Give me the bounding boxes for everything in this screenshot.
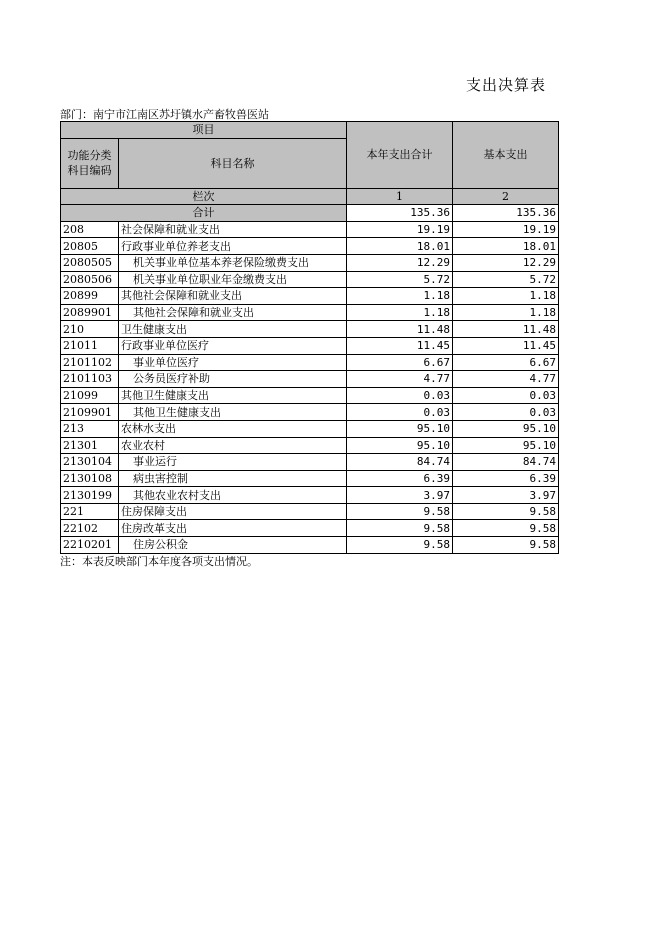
- row-subject-name: 住房公积金: [119, 537, 347, 554]
- row-subject-name: 住房改革支出: [119, 520, 347, 537]
- header-func-code: [61, 138, 119, 188]
- row-basic-amount: 18.01: [453, 238, 559, 255]
- report-title: 支出决算表: [466, 76, 547, 94]
- row-code: 21301: [61, 437, 119, 454]
- header-subject-name: 科目名称: [119, 138, 347, 188]
- row-code: 2210201: [61, 537, 119, 554]
- row-subject-name: 事业运行: [119, 454, 347, 471]
- row-total-amount: 11.48: [347, 321, 453, 338]
- row-total-amount: 9.58: [347, 503, 453, 520]
- row-basic-amount: 12.29: [453, 254, 559, 271]
- row-basic-amount: 11.48: [453, 321, 559, 338]
- table-row: [61, 371, 559, 388]
- table-row: [61, 420, 559, 437]
- row-total-amount: 9.58: [347, 537, 453, 554]
- row-total-amount: 18.01: [347, 238, 453, 255]
- row-subject-name: 住房保障支出: [119, 503, 347, 520]
- row-basic-amount: 19.19: [453, 221, 559, 238]
- row-basic-amount: 3.97: [453, 487, 559, 504]
- table-row: [61, 304, 559, 321]
- row-subject-name: 机关事业单位基本养老保险缴费支出: [119, 254, 347, 271]
- row-subject-name: 病虫害控制: [119, 470, 347, 487]
- row-basic-amount: 9.58: [453, 503, 559, 520]
- table-row: [61, 404, 559, 421]
- row-code: 2089901: [61, 304, 119, 321]
- row-total-amount: 11.45: [347, 337, 453, 354]
- total-label: 合计: [61, 205, 347, 222]
- table-row: [61, 221, 559, 238]
- header-col-total: 本年支出合计: [347, 122, 453, 189]
- row-code: 2130108: [61, 470, 119, 487]
- row-total-amount: 84.74: [347, 454, 453, 471]
- department-label: 部门：南宁市江南区苏圩镇水产畜牧兽医站: [60, 108, 269, 121]
- row-code: 2101103: [61, 371, 119, 388]
- table-row: [61, 537, 559, 554]
- table-row: [61, 454, 559, 471]
- row-code: 21099: [61, 387, 119, 404]
- row-basic-amount: 95.10: [453, 420, 559, 437]
- row-code: 208: [61, 221, 119, 238]
- row-basic-amount: 6.39: [453, 470, 559, 487]
- total-row: [61, 205, 559, 222]
- row-basic-amount: 9.58: [453, 520, 559, 537]
- row-basic-amount: 1.18: [453, 304, 559, 321]
- header-row-label: 栏次: [61, 188, 347, 205]
- row-total-amount: 95.10: [347, 437, 453, 454]
- row-code: 20899: [61, 288, 119, 305]
- row-subject-name: 社会保障和就业支出: [119, 221, 347, 238]
- row-code: 2130199: [61, 487, 119, 504]
- row-subject-name: 其他社会保障和就业支出: [119, 304, 347, 321]
- row-subject-name: 其他卫生健康支出: [119, 387, 347, 404]
- table-footnote: 注：本表反映部门本年度各项支出情况。: [60, 555, 258, 568]
- row-code: 221: [61, 503, 119, 520]
- row-subject-name: 公务员医疗补助: [119, 371, 347, 388]
- row-basic-amount: 95.10: [453, 437, 559, 454]
- row-basic-amount: 1.18: [453, 288, 559, 305]
- row-subject-name: 行政事业单位养老支出: [119, 238, 347, 255]
- header-item: 项目: [61, 122, 347, 139]
- row-total-amount: 1.18: [347, 288, 453, 305]
- table-row: [61, 487, 559, 504]
- row-total-amount: 5.72: [347, 271, 453, 288]
- row-code: 20805: [61, 238, 119, 255]
- header-func-code-text: 功能分类 科目编码: [67, 149, 112, 178]
- header-col2-no: 2: [453, 188, 559, 205]
- table-row: [61, 354, 559, 371]
- header-col-basic: 基本支出: [453, 122, 559, 189]
- table-row: [61, 437, 559, 454]
- table-row: [61, 271, 559, 288]
- row-basic-amount: 0.03: [453, 387, 559, 404]
- row-code: 21011: [61, 337, 119, 354]
- row-subject-name: 其他农业农村支出: [119, 487, 347, 504]
- row-code: 2080506: [61, 271, 119, 288]
- row-total-amount: 9.58: [347, 520, 453, 537]
- row-basic-amount: 84.74: [453, 454, 559, 471]
- row-code: 2130104: [61, 454, 119, 471]
- row-total-amount: 6.39: [347, 470, 453, 487]
- table-row: [61, 520, 559, 537]
- table-row: [61, 387, 559, 404]
- table-row: [61, 503, 559, 520]
- row-total-amount: 1.18: [347, 304, 453, 321]
- table-row: [61, 337, 559, 354]
- row-total-amount: 0.03: [347, 404, 453, 421]
- row-subject-name: 其他卫生健康支出: [119, 404, 347, 421]
- row-subject-name: 农林水支出: [119, 420, 347, 437]
- row-basic-amount: 5.72: [453, 271, 559, 288]
- row-basic-amount: 9.58: [453, 537, 559, 554]
- row-subject-name: 行政事业单位医疗: [119, 337, 347, 354]
- row-basic-amount: 0.03: [453, 404, 559, 421]
- row-total-amount: 6.67: [347, 354, 453, 371]
- row-code: 2101102: [61, 354, 119, 371]
- row-code: 22102: [61, 520, 119, 537]
- table-row: [61, 254, 559, 271]
- row-subject-name: 卫生健康支出: [119, 321, 347, 338]
- row-basic-amount: 11.45: [453, 337, 559, 354]
- row-subject-name: 农业农村: [119, 437, 347, 454]
- header-col1-no: 1: [347, 188, 453, 205]
- table-row: [61, 470, 559, 487]
- row-total-amount: 0.03: [347, 387, 453, 404]
- row-subject-name: 其他社会保障和就业支出: [119, 288, 347, 305]
- row-code: 213: [61, 420, 119, 437]
- row-subject-name: 事业单位医疗: [119, 354, 347, 371]
- row-total-amount: 3.97: [347, 487, 453, 504]
- table-row: [61, 238, 559, 255]
- table-row: [61, 288, 559, 305]
- total-amount: 135.36: [347, 205, 453, 222]
- table-row: [61, 321, 559, 338]
- row-total-amount: 4.77: [347, 371, 453, 388]
- row-total-amount: 95.10: [347, 420, 453, 437]
- expenditure-table: [60, 121, 559, 554]
- row-basic-amount: 4.77: [453, 371, 559, 388]
- row-code: 2080505: [61, 254, 119, 271]
- total-basic-amount: 135.36: [453, 205, 559, 222]
- row-code: 2109901: [61, 404, 119, 421]
- row-code: 210: [61, 321, 119, 338]
- row-total-amount: 12.29: [347, 254, 453, 271]
- row-total-amount: 19.19: [347, 221, 453, 238]
- row-basic-amount: 6.67: [453, 354, 559, 371]
- row-subject-name: 机关事业单位职业年金缴费支出: [119, 271, 347, 288]
